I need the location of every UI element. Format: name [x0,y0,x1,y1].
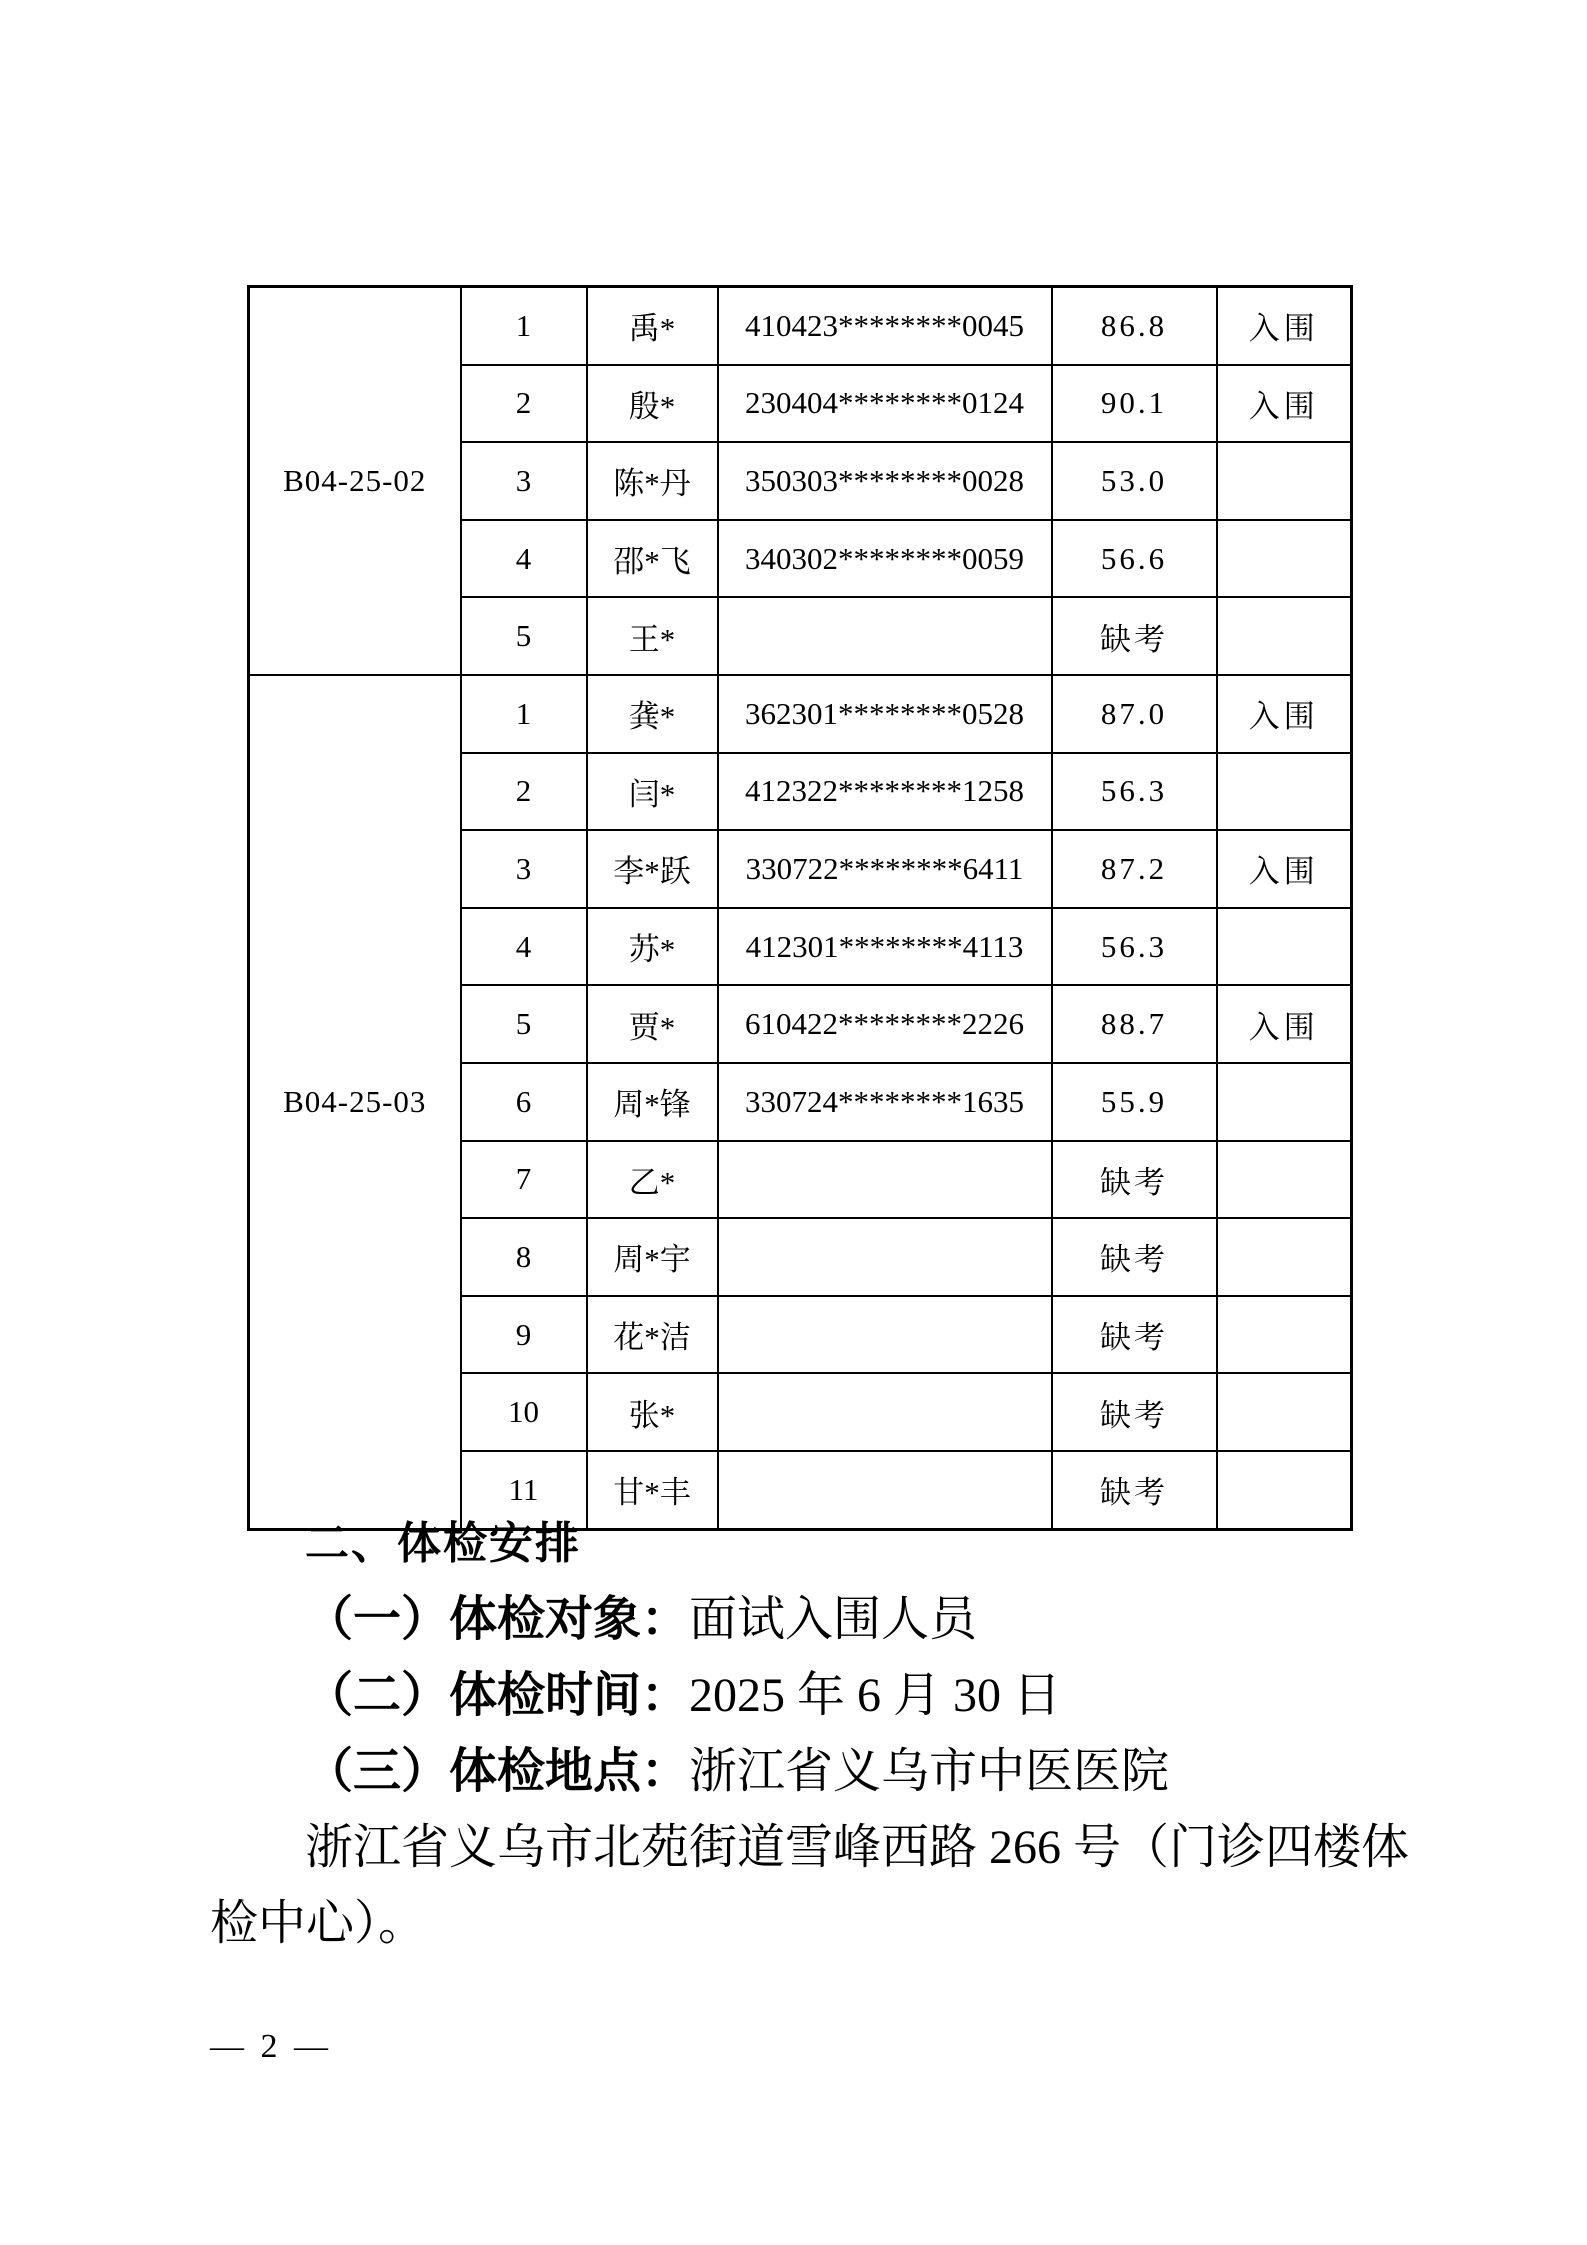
seq-cell: 3 [461,830,587,908]
item-value: 2025 年 6 月 30 日 [689,1669,1062,1722]
name-cell: 闫* [587,753,718,831]
name-cell: 邵*飞 [587,520,718,598]
score-cell: 缺考 [1052,1451,1217,1529]
seq-cell: 1 [461,287,587,365]
seq-cell: 5 [461,597,587,675]
item-label: （二）体检时间： [305,1669,690,1722]
score-cell: 56.3 [1052,753,1217,831]
page-number: — 2 — [210,2028,332,2065]
id-cell [718,1141,1052,1219]
score-cell: 90.1 [1052,365,1217,443]
item-value: 浙江省义乌市中医医院 [689,1745,1170,1798]
status-cell [1217,1373,1352,1451]
score-cell: 86.8 [1052,287,1217,365]
name-cell: 甘*丰 [587,1451,718,1529]
seq-cell: 2 [461,753,587,831]
status-cell: 入围 [1217,985,1352,1063]
status-cell [1217,520,1352,598]
name-cell: 乙* [587,1141,718,1219]
id-cell [718,1296,1052,1374]
id-cell: 412301********4113 [718,908,1052,986]
results-table-body [249,287,1352,1530]
status-cell [1217,908,1352,986]
score-cell: 55.9 [1052,1063,1217,1141]
status-cell [1217,753,1352,831]
id-cell [718,597,1052,675]
id-cell: 362301********0528 [718,675,1052,753]
name-cell: 李*跃 [587,830,718,908]
id-cell: 610422********2226 [718,985,1052,1063]
name-cell: 陈*丹 [587,442,718,520]
score-cell: 缺考 [1052,1141,1217,1219]
name-cell: 贾* [587,985,718,1063]
score-cell: 88.7 [1052,985,1217,1063]
address-line-1: 浙江省义乌市北苑街道雪峰西路 266 号（门诊四楼体 [305,1821,1410,1874]
position-code-cell: B04-25-03 [249,675,461,1529]
name-cell: 周*宇 [587,1218,718,1296]
item-exam-time [210,1658,1460,1734]
item-exam-location [210,1734,1460,1810]
seq-cell: 6 [461,1063,587,1141]
id-cell: 330724********1635 [718,1063,1052,1141]
status-cell: 入围 [1217,287,1352,365]
score-cell: 87.0 [1052,675,1217,753]
name-cell: 苏* [587,908,718,986]
score-cell: 缺考 [1052,1218,1217,1296]
name-cell: 禹* [587,287,718,365]
item-label: （三）体检地点： [305,1745,690,1798]
seq-cell: 9 [461,1296,587,1374]
status-cell [1217,1141,1352,1219]
id-cell: 410423********0045 [718,287,1052,365]
status-cell [1217,597,1352,675]
score-cell: 53.0 [1052,442,1217,520]
name-cell: 花*洁 [587,1296,718,1374]
name-cell: 周*锋 [587,1063,718,1141]
address-line-2: 检中心）。 [210,1897,427,1950]
seq-cell: 7 [461,1141,587,1219]
id-cell [718,1218,1052,1296]
score-cell: 缺考 [1052,1296,1217,1374]
score-cell: 缺考 [1052,1373,1217,1451]
status-cell: 入围 [1217,830,1352,908]
seq-cell: 4 [461,908,587,986]
id-cell: 230404********0124 [718,365,1052,443]
position-code-cell: B04-25-02 [249,287,461,675]
body-text [210,1506,1460,1962]
seq-cell: 10 [461,1373,587,1451]
status-cell: 入围 [1217,675,1352,753]
seq-cell: 2 [461,365,587,443]
id-cell: 330722********6411 [718,830,1052,908]
seq-cell: 3 [461,442,587,520]
section-heading: 二、体检安排 [305,1519,581,1568]
score-cell: 缺考 [1052,597,1217,675]
seq-cell: 1 [461,675,587,753]
seq-cell: 8 [461,1218,587,1296]
table-row [249,675,1352,753]
item-label: （一）体检对象： [305,1593,690,1646]
seq-cell: 4 [461,520,587,598]
seq-cell: 11 [461,1451,587,1529]
score-cell: 87.2 [1052,830,1217,908]
status-cell [1217,1063,1352,1141]
id-cell: 350303********0028 [718,442,1052,520]
name-cell: 王* [587,597,718,675]
results-table [247,285,1353,1531]
id-cell: 340302********0059 [718,520,1052,598]
id-cell [718,1373,1052,1451]
item-exam-subjects [210,1582,1460,1658]
seq-cell: 5 [461,985,587,1063]
status-cell: 入围 [1217,365,1352,443]
status-cell [1217,442,1352,520]
score-cell: 56.3 [1052,908,1217,986]
name-cell: 张* [587,1373,718,1451]
name-cell: 龚* [587,675,718,753]
status-cell [1217,1218,1352,1296]
name-cell: 殷* [587,365,718,443]
item-value: 面试入围人员 [689,1593,978,1646]
score-cell: 56.6 [1052,520,1217,598]
status-cell [1217,1296,1352,1374]
id-cell: 412322********1258 [718,753,1052,831]
table-row [249,287,1352,365]
